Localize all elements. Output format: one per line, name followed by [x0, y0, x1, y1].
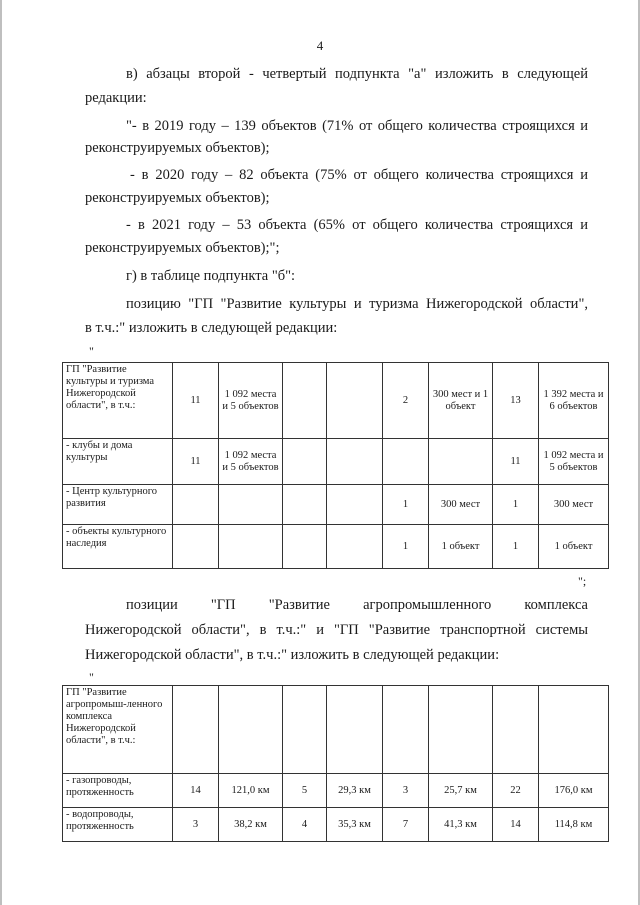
paragraph-positions-line3: Нижегородской области", в т.ч.:" изложить в следующей редакции:	[85, 647, 500, 663]
table-cell: 38,2 км	[219, 808, 283, 842]
table-cell: 176,0 км	[539, 774, 609, 808]
table-cell: 11	[493, 439, 539, 485]
table-cell: 1	[493, 485, 539, 525]
table-cell: 13	[493, 363, 539, 439]
table-cell: 300 мест	[429, 485, 493, 525]
table-cell: 300 мест и 1 объект	[429, 363, 493, 439]
table-cell: 121,0 км	[219, 774, 283, 808]
table-row	[63, 808, 609, 842]
table-cell	[429, 686, 493, 774]
table-cell: 1 092 места и 5 объектов	[539, 439, 609, 485]
table-cell	[173, 485, 219, 525]
table-row	[63, 363, 609, 439]
table-cell: 1 092 места и 5 объектов	[219, 363, 283, 439]
paragraph-g: г) в таблице подпункта "б":	[126, 268, 296, 284]
row-label-cell: - газопроводы, протяженность	[63, 774, 173, 808]
table-cell	[219, 525, 283, 569]
table-cell: 3	[173, 808, 219, 842]
table-cell	[283, 525, 327, 569]
table-cell: 1	[493, 525, 539, 569]
paragraph-2020-line1: - в 2020 году – 82 объекта (75% от общего количества строящихся и	[130, 167, 588, 183]
paragraph-v-line2: редакции:	[85, 90, 147, 106]
table-cell: 22	[493, 774, 539, 808]
table-cell: 2	[383, 363, 429, 439]
paragraph-2021-line1: - в 2021 году – 53 объекта (65% от общего количества строящихся и	[126, 217, 588, 233]
table-cell: 14	[173, 774, 219, 808]
close-quote-1: ";	[578, 574, 587, 588]
table-row	[63, 525, 609, 569]
row-label-cell: - объекты культурного наследия	[63, 525, 173, 569]
table-row	[63, 686, 609, 774]
table-cell: 1 092 места и 5 объектов	[219, 439, 283, 485]
table-cell	[383, 439, 429, 485]
table-agro	[62, 685, 609, 842]
table-cell: 1 объект	[539, 525, 609, 569]
scan-left-edge	[0, 0, 2, 905]
table-cell: 1	[383, 485, 429, 525]
table-culture	[62, 362, 609, 569]
table-cell	[327, 439, 383, 485]
paragraph-2020-line2: реконструируемых объектов);	[85, 190, 270, 206]
table-cell: 25,7 км	[429, 774, 493, 808]
row-label-cell: ГП "Развитие культуры и туризма Нижегородской области", в т.ч.:	[63, 363, 173, 439]
table-cell	[493, 686, 539, 774]
table-cell: 11	[173, 439, 219, 485]
paragraph-positions-line2: Нижегородской области", в т.ч.:" и "ГП "Развитие транспортной системы	[85, 622, 588, 638]
paragraph-positions-line1: позиции "ГП "Развитие агропромышленного комплекса	[126, 597, 588, 613]
row-label-cell: - клубы и дома культуры	[63, 439, 173, 485]
table-cell: 300 мест	[539, 485, 609, 525]
table-cell	[173, 686, 219, 774]
paragraph-position-line1: позицию "ГП "Развитие культуры и туризма Нижегородской области",	[126, 296, 588, 312]
open-quote-1: "	[89, 344, 94, 358]
table-cell	[327, 363, 383, 439]
table-cell	[539, 686, 609, 774]
table-cell	[219, 686, 283, 774]
table-cell: 4	[283, 808, 327, 842]
table-cell	[383, 686, 429, 774]
table-cell	[283, 439, 327, 485]
table-cell: 114,8 км	[539, 808, 609, 842]
table-cell: 5	[283, 774, 327, 808]
table-cell: 7	[383, 808, 429, 842]
paragraph-2021-line2: реконструируемых объектов);";	[85, 240, 280, 256]
table-cell	[219, 485, 283, 525]
table-cell: 1	[383, 525, 429, 569]
table-row	[63, 439, 609, 485]
table-cell	[429, 439, 493, 485]
table-cell	[173, 525, 219, 569]
row-label-cell: ГП "Развитие агропромыш-ленного комплекса Нижегородской области", в т.ч.:	[63, 686, 173, 774]
table-cell	[327, 686, 383, 774]
table-row	[63, 485, 609, 525]
table-cell	[283, 485, 327, 525]
table-cell	[283, 686, 327, 774]
table-cell: 29,3 км	[327, 774, 383, 808]
table-cell: 41,3 км	[429, 808, 493, 842]
open-quote-2: "	[89, 670, 94, 684]
row-label-cell: - водопроводы, протяженность	[63, 808, 173, 842]
table-cell: 14	[493, 808, 539, 842]
table-cell: 11	[173, 363, 219, 439]
table-cell: 1 объект	[429, 525, 493, 569]
table-cell: 3	[383, 774, 429, 808]
table-cell: 1 392 места и 6 объектов	[539, 363, 609, 439]
paragraph-position-line2: в т.ч.:" изложить в следующей редакции:	[85, 320, 338, 336]
table-row	[63, 774, 609, 808]
paragraph-v-line1: в) абзацы второй - четвертый подпункта "а" изложить в следующей	[126, 66, 588, 82]
paragraph-2019-line1: "- в 2019 году – 139 объектов (71% от общего количества строящихся и	[126, 118, 588, 134]
table-cell	[327, 485, 383, 525]
table-cell: 35,3 км	[327, 808, 383, 842]
table-cell	[327, 525, 383, 569]
row-label-cell: - Центр культурного развития	[63, 485, 173, 525]
page-number: 4	[316, 38, 324, 53]
paragraph-2019-line2: реконструируемых объектов);	[85, 140, 270, 156]
table-cell	[283, 363, 327, 439]
